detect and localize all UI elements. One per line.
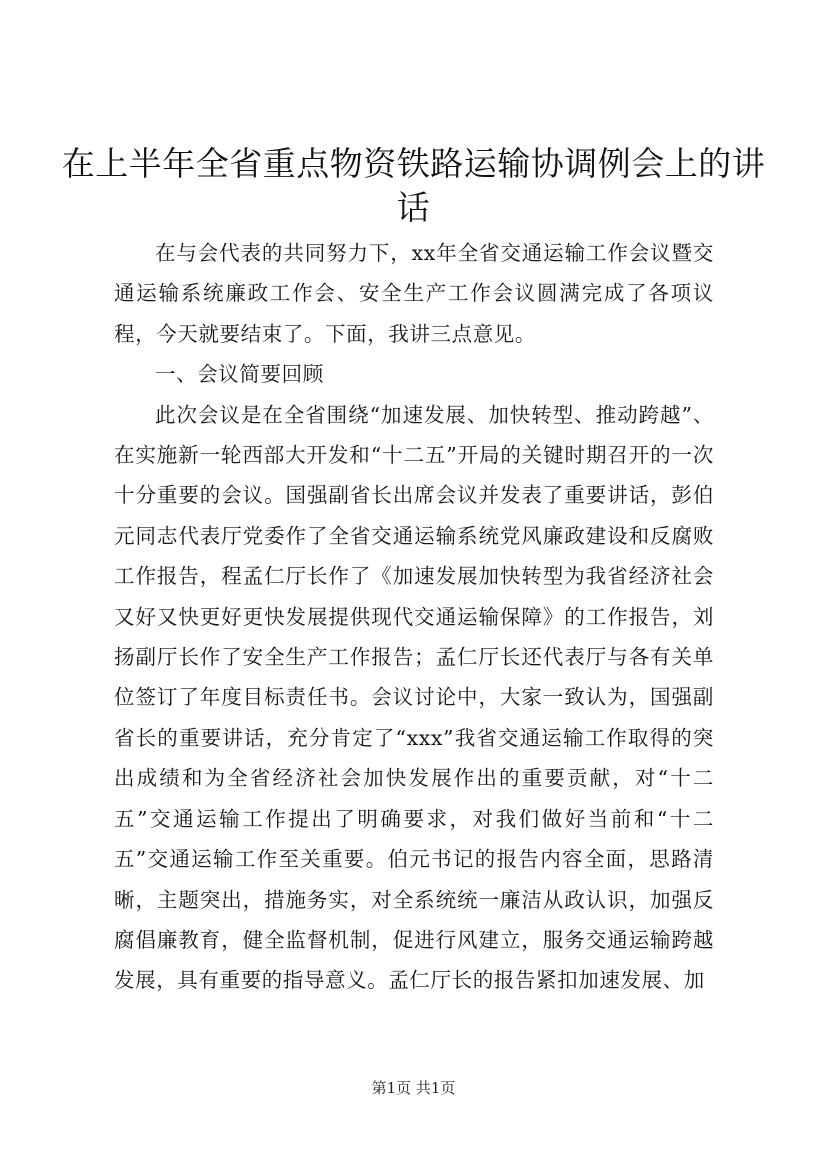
document-body xyxy=(114,233,714,1001)
page-number-footer: 第1页 共1页 xyxy=(371,1079,456,1097)
document-title: 在上半年全省重点物资铁路运输协调例会上的讲话 xyxy=(61,144,766,227)
section-heading: 一、会议简要回顾 xyxy=(155,362,324,387)
paragraph-review: 此次会议是在全省围绕“加速发展、加快转型、推动跨越”、在实施新一轮西部大开发和“十二五”开局的关键时期召开的一次十分重要的会议。国强副省长出席会议并发表了重要讲话，彭伯元同志代表厅党委作了全省交通运输系统党风廉政建设和反腐败工作报告，程孟仁厅长作了《加速发展加快转型为我省经济社会又好又快更好更快发展提供现代交通运输保障》的工作报告，刘扬副厅长作了安全生产工作报告；孟仁厅长还代表厅与各有关单位签订了年度目标责任书。会议讨论中，大家一致认为，国强副省长的重要讲话，充分肯定了“xxx”我省交通运输工作取得的突出成绩和为全省经济社会加快发展作出的重要贡献，对“十二五”交通运输工作提出了明确要求，对我们做好当前和“十二五”交通运输工作至关重要。伯元书记的报告内容全面，思路清晰，主题突出，措施务实，对全系统统一廉洁从政认识，加强反腐倡廉教育，健全监督机制，促进行风建立，服务交通运输跨越发展，具有重要的指导意义。孟仁厅长的报告紧扣加速发展、加 xyxy=(114,402,714,993)
paragraph-intro: 在与会代表的共同努力下，xx年全省交通运输工作会议暨交通运输系统廉政工作会、安全生产工作会议圆满完成了各项议程，今天就要结束了。下面，我讲三点意见。 xyxy=(114,241,714,346)
